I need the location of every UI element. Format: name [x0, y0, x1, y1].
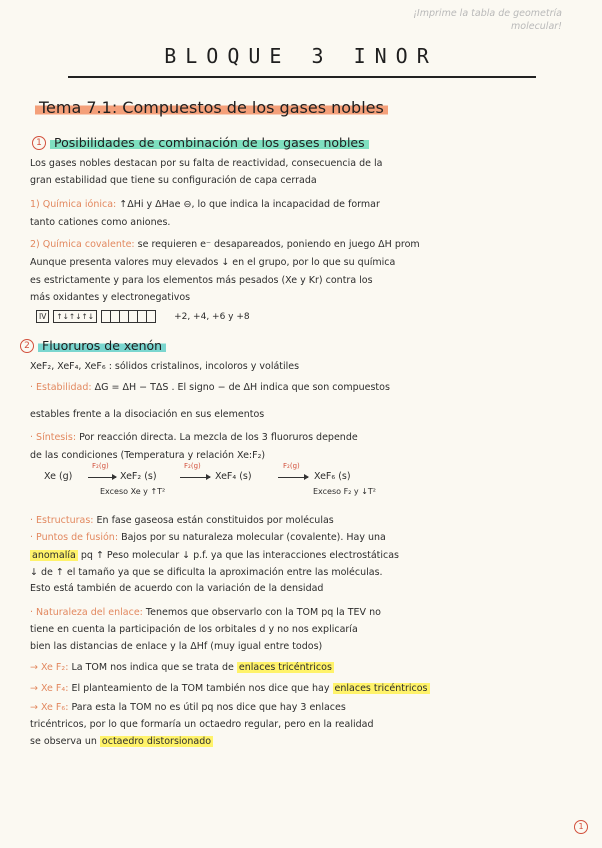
xef6-label: → Xe F₆:: [30, 702, 69, 713]
reaction-arrow-3: [278, 477, 308, 478]
bond-line: [30, 606, 570, 619]
title-underline: [68, 76, 536, 78]
synthesis-text: Por reacción directa. La mezcla de los 3 fluoruros depende: [79, 432, 358, 443]
xef6-highlight: octaedro distorsionado: [101, 736, 212, 747]
topic-title: Tema 7.1: Compuestos de los gases nobles: [35, 98, 388, 117]
config-box-label: IV: [36, 310, 49, 323]
covalent-line: [30, 238, 570, 251]
ionic-line: [30, 198, 570, 211]
ionic-line-2: tanto cationes como aniones.: [30, 217, 171, 228]
section1-heading: [32, 135, 369, 150]
reaction-arrow-2: [180, 477, 210, 478]
covalent-line-4: más oxidantes y electronegativos: [30, 292, 191, 303]
xef6-text: Para esta la TOM no es útil pq nos dice que hay 3 enlaces: [71, 702, 346, 713]
xef2-highlight: enlaces tricéntricos: [238, 662, 332, 673]
xef6-line: [30, 701, 570, 714]
xef4-label: → Xe F₄:: [30, 683, 69, 694]
covalent-line-2: Aunque presenta valores muy elevados ↓ en el grupo, por lo que su química: [30, 257, 396, 268]
section1-title: Posibilidades de combinación de los gases nobles: [50, 135, 369, 150]
xef6-text-3: se observa un: [30, 736, 97, 747]
bond-line-2: tiene en cuenta la participación de los orbitales d y no nos explicaría: [30, 624, 358, 635]
product-xef6: XeF₆ (s): [314, 471, 351, 482]
bond-text: Tenemos que observarlo con la TOM pq la TEV no: [145, 607, 381, 618]
melting-line-4: Esto está también de acuerdo con la variación de la densidad: [30, 583, 324, 594]
xef2-text: La TOM nos indica que se trata de: [71, 662, 234, 673]
empty-orbital-cells: [101, 310, 156, 323]
corner-note: ¡Imprime la tabla de geometría molecular!: [413, 8, 562, 32]
structures-text: En fase gaseosa están constituidos por moléculas: [96, 515, 334, 526]
stability-line-2: estables frente a la disociación en sus elementos: [30, 409, 265, 420]
electron-config-boxes: [36, 310, 250, 323]
product-xef4: XeF₄ (s): [215, 471, 252, 482]
synthesis-label: · Síntesis:: [30, 432, 77, 443]
melting-line: [30, 531, 570, 544]
synthesis-line: [30, 431, 570, 444]
bond-line-3: bien las distancias de enlace y la ΔHf (muy igual entre todos): [30, 641, 323, 652]
structures-label: · Estructuras:: [30, 515, 94, 526]
arrow-label-3: F₂(g): [283, 462, 300, 470]
xef2-label: → Xe F₂:: [30, 662, 69, 673]
stability-label: · Estabilidad:: [30, 382, 92, 393]
xef4-highlight: enlaces tricéntricos: [334, 683, 428, 694]
s1-line-1: Los gases nobles destacan por su falta de reactividad, consecuencia de la: [30, 158, 383, 169]
covalent-label: 2) Química covalente:: [30, 239, 135, 250]
fluoride-formulas: XeF₂, XeF₄, XeF₆ : sólidos cristalinos, incoloros y volátiles: [30, 361, 300, 372]
xef4-line: [30, 682, 570, 695]
section2-title: Fluoruros de xenón: [38, 338, 166, 353]
arrow-label-2: F₂(g): [184, 462, 201, 470]
melting-text: Bajos por su naturaleza molecular (covalente). Hay una: [121, 532, 386, 543]
covalent-text: se requieren e⁻ desapareados, poniendo en juego ΔH prom: [137, 239, 420, 250]
page-number: 1: [574, 820, 588, 834]
ionic-label: 1) Química iónica:: [30, 199, 117, 210]
melting-line-2: [30, 549, 570, 562]
section2-number: 2: [20, 339, 34, 353]
anomaly-highlight: anomalía: [32, 550, 76, 561]
bond-label: · Naturaleza del enlace:: [30, 607, 143, 618]
stability-line: [30, 381, 570, 394]
reaction-note-2: Exceso F₂ y ↓T²: [313, 487, 376, 496]
reaction-note-1: Exceso Xe y ↑T²: [100, 487, 166, 496]
xef6-line-2: tricéntricos, por lo que formaría un octaedro regular, pero en la realidad: [30, 719, 374, 730]
stability-text: ΔG = ΔH − TΔS . El signo − de ΔH indica que son compuestos: [94, 382, 390, 393]
section2-heading: [20, 338, 166, 353]
structures-line: [30, 514, 570, 527]
covalent-line-3: es estrictamente y para los elementos más pesados (Xe y Kr) contra los: [30, 275, 373, 286]
ionic-text: ↑ΔHi y ΔHae ⊖, lo que indica la incapacidad de formar: [119, 199, 380, 210]
melting-label: · Puntos de fusión:: [30, 532, 119, 543]
config-box-arrows: ↑↓↑↓↑↓: [53, 310, 97, 323]
reactant-xe: Xe (g): [44, 471, 73, 482]
oxidation-states: +2, +4, +6 y +8: [174, 311, 250, 322]
reaction-arrow-1: [88, 477, 116, 478]
s1-line-2: gran estabilidad que tiene su configuración de capa cerrada: [30, 175, 317, 186]
xef2-line: [30, 661, 570, 674]
xef6-line-3: [30, 735, 570, 748]
product-xef2: XeF₂ (s): [120, 471, 157, 482]
melting-text-2: pq ↑ Peso molecular ↓ p.f. ya que las interacciones electrostáticas: [80, 550, 399, 561]
arrow-label-1: F₂(g): [92, 462, 109, 470]
section1-number: 1: [32, 136, 46, 150]
synthesis-line-2: de las condiciones (Temperatura y relación Xe:F₂): [30, 450, 266, 461]
melting-line-3: ↓ de ↑ el tamaño ya que se dificulta la aproximación entre las moléculas.: [30, 567, 383, 578]
xef4-text: El planteamiento de la TOM también nos dice que hay: [71, 683, 330, 694]
block-title: BLOQUE 3 INOR: [164, 44, 438, 68]
